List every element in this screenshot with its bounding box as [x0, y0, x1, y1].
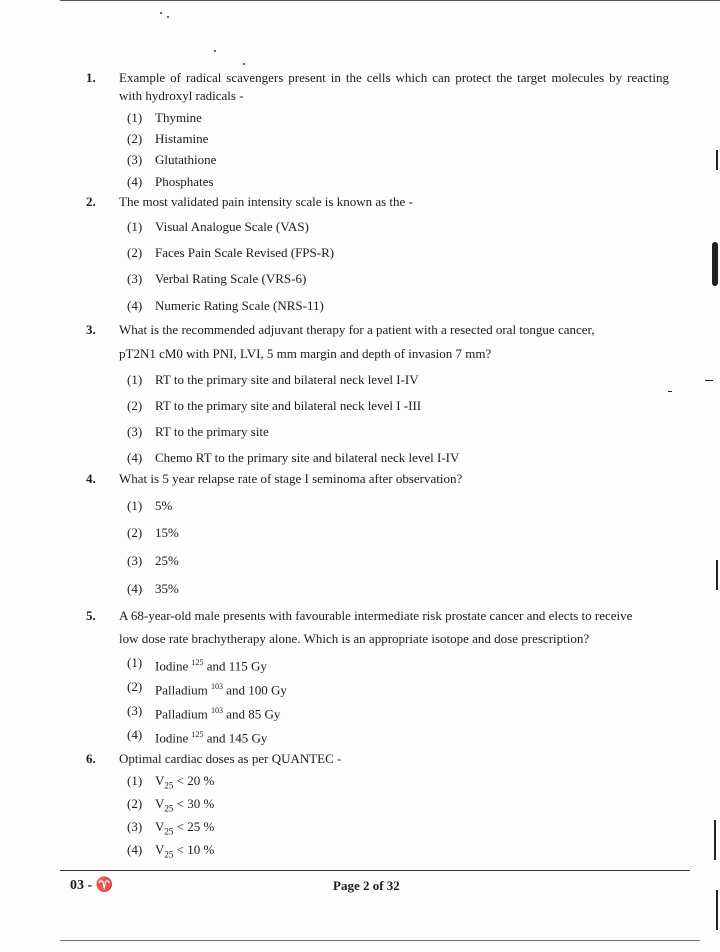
option-number: (2)	[127, 796, 143, 811]
option-number: (1)	[127, 773, 143, 788]
question-number: 3.	[86, 322, 96, 337]
option-number: (4)	[127, 298, 143, 313]
option-text: Iodine $^{125}$ and 115 Gy	[155, 658, 267, 674]
option-text: 35%	[155, 581, 179, 596]
option-number: (1)	[127, 372, 143, 387]
question-number: 1.	[86, 70, 96, 85]
option-number: (4)	[127, 842, 143, 857]
option-number: (3)	[127, 703, 143, 718]
question-text: pT2N1 cM0 with PNI, LVI, 5 mm margin and depth of invasion 7 mm?	[119, 346, 492, 361]
top-rule	[60, 0, 720, 1]
option-number: (4)	[127, 727, 143, 742]
question-text: A 68-year-old male presents with favourable intermediate risk prostate cancer and elects to receive	[119, 608, 633, 623]
option-number: (4)	[127, 581, 143, 596]
scan-speck	[160, 12, 162, 14]
option-number: (1)	[127, 498, 143, 513]
scan-edge-mark	[668, 391, 672, 392]
option-number: (1)	[127, 219, 143, 234]
question-text: Example of radical scavengers present in the cells which can protect the target molecules by reacting with hydroxyl radicals -	[119, 70, 669, 103]
option-number: (4)	[127, 174, 143, 189]
option-text: Verbal Rating Scale (VRS-6)	[155, 271, 307, 286]
option-text: Visual Analogue Scale (VAS)	[155, 219, 309, 234]
question-number: 4.	[86, 471, 96, 486]
booklet-code: 03 - ♈	[70, 878, 114, 893]
option-text: Histamine	[155, 131, 209, 146]
option-text: Numeric Rating Scale (NRS-11)	[155, 298, 324, 313]
option-text: RT to the primary site	[155, 424, 269, 439]
scan-speck	[214, 50, 216, 52]
footer-rule	[60, 870, 690, 871]
scan-edge-mark	[60, 940, 700, 941]
scan-edge-mark	[716, 150, 718, 170]
option-text: RT to the primary site and bilateral neck level I -III	[155, 398, 422, 413]
scan-edge-mark	[716, 890, 718, 930]
option-text: Phosphates	[155, 174, 214, 189]
option-text: Iodine $^{125}$ and 145 Gy	[155, 730, 268, 746]
option-number: (3)	[127, 553, 143, 568]
option-text: $V_{25} < 20$ %	[155, 773, 215, 791]
option-number: (2)	[127, 245, 143, 260]
option-text: 5%	[155, 498, 173, 513]
question-number: 6.	[86, 751, 96, 766]
question-text: Optimal cardiac doses as per QUANTEC -	[119, 751, 342, 766]
option-text: $V_{25} < 25$ %	[155, 819, 215, 837]
option-text: 15%	[155, 525, 179, 540]
option-text: Palladium $^{103}$ and 100 Gy	[155, 682, 287, 698]
option-number: (1)	[127, 655, 143, 670]
question-text: What is the recommended adjuvant therapy for a patient with a resected oral tongue cancer,	[119, 322, 595, 337]
page-number: Page 2 of 32	[333, 878, 400, 893]
question-text: What is 5 year relapse rate of stage I seminoma after observation?	[119, 471, 463, 486]
scan-edge-mark	[716, 560, 718, 590]
option-number: (2)	[127, 131, 143, 146]
scan-edge-mark	[712, 242, 718, 286]
option-number: (2)	[127, 398, 143, 413]
option-text: Chemo RT to the primary site and bilateral neck level I-IV	[155, 450, 460, 465]
scan-edge-mark	[705, 380, 713, 381]
option-text: Faces Pain Scale Revised (FPS-R)	[155, 245, 335, 260]
option-text: Thymine	[155, 110, 202, 125]
option-text: $V_{25} < 30$ %	[155, 796, 215, 814]
option-number: (1)	[127, 110, 143, 125]
question-text: low dose rate brachytherapy alone. Which is an appropriate isotope and dose prescription?	[119, 631, 590, 646]
scan-edge-mark	[714, 820, 716, 860]
option-number: (2)	[127, 525, 143, 540]
option-text: 25%	[155, 553, 179, 568]
option-text: $V_{25} < 10$ %	[155, 842, 215, 860]
question-text: The most validated pain intensity scale is known as the -	[119, 194, 413, 209]
option-number: (2)	[127, 679, 143, 694]
option-number: (3)	[127, 424, 143, 439]
scan-speck	[243, 63, 245, 65]
scan-speck	[167, 16, 169, 18]
option-number: (3)	[127, 271, 143, 286]
question-number: 2.	[86, 194, 96, 209]
option-number: (4)	[127, 450, 143, 465]
option-text: RT to the primary site and bilateral neck level I-IV	[155, 372, 419, 387]
question-number: 5.	[86, 608, 96, 623]
option-text: Glutathione	[155, 152, 217, 167]
option-text: Palladium $^{103}$ and 85 Gy	[155, 706, 281, 722]
option-number: (3)	[127, 152, 143, 167]
option-number: (3)	[127, 819, 143, 834]
